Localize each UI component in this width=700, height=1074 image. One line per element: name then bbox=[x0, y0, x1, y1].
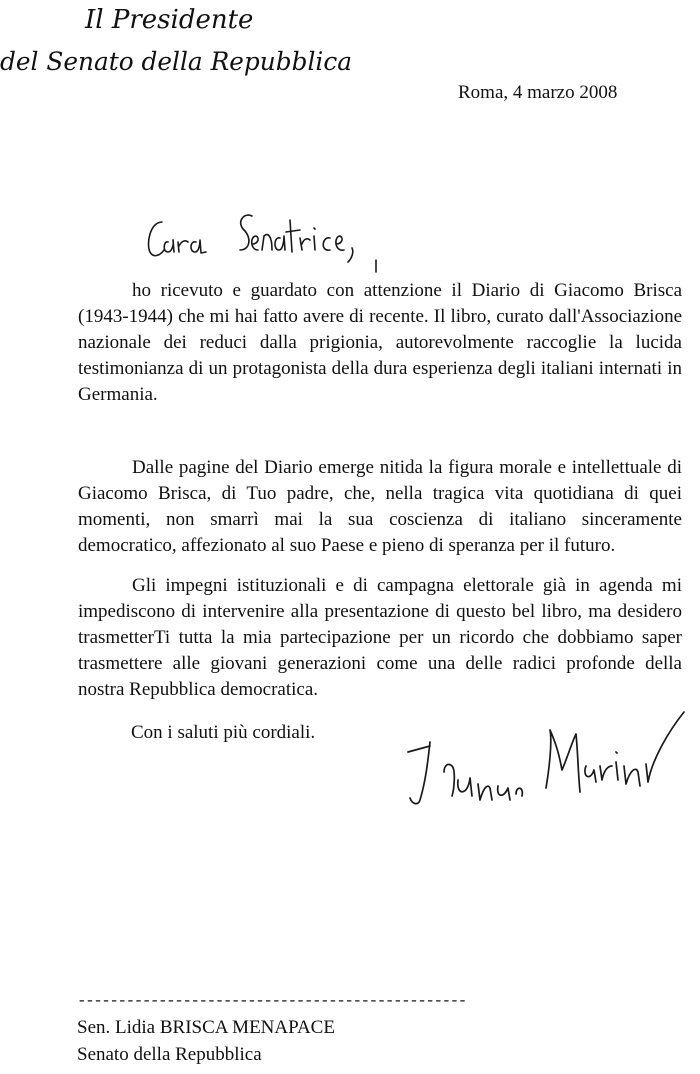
body-paragraph-2: Dalle pagine del Diario emerge nitida la figura morale e intellettuale di Giacomo Brisca, di Tuo padre, che, nella tragica vita quotidiana di quei momenti, non smarrì mai la sua coscienza di italiano sinceramente democratico, affezionato al suo Paese e pieno di speranza per il futuro. bbox=[78, 457, 682, 556]
letter-date: Roma, 4 marzo 2008 bbox=[458, 82, 618, 103]
footer-divider: ------------------------------------------------ bbox=[77, 992, 466, 1010]
recipient-block bbox=[77, 1014, 335, 1068]
body-paragraph-1: ho ricevuto e guardato con attenzione il Diario di Giacomo Brisca (1943-1944) che mi hai fatto avere di recente. Il libro, curato dall'Associazione nazionale dei reduci dalla prigionia, autorevolmente raccoglie la lucida testimonianza di un protagonista della dura esperienza degli italiani internati in Germania. bbox=[78, 280, 682, 405]
recipient-name: Sen. Lidia BRISCA MENAPACE bbox=[77, 1017, 335, 1038]
closing-line: Con i saluti più cordiali. bbox=[131, 722, 316, 743]
letterhead-script bbox=[0, 0, 370, 90]
signature bbox=[400, 700, 690, 820]
body-paragraph-3: Gli impegni istituzionali e di campagna elettorale già in agenda mi impediscono di intervenire alla presentazione di questo bel libro, ma desidero trasmetterTi tutta la mia partecipazione per un ricordo che dobbiamo saper trasmettere alle giovani generazioni come una delle radici profonde della nostra Repubblica democratica. bbox=[78, 575, 682, 700]
letterhead bbox=[0, 0, 370, 90]
letterhead-line1: Il Presidente bbox=[85, 5, 254, 35]
salutation-handwritten bbox=[140, 200, 400, 280]
letterhead-line2: del Senato della Repubblica bbox=[0, 47, 352, 76]
recipient-institution: Senato della Repubblica bbox=[77, 1044, 262, 1065]
